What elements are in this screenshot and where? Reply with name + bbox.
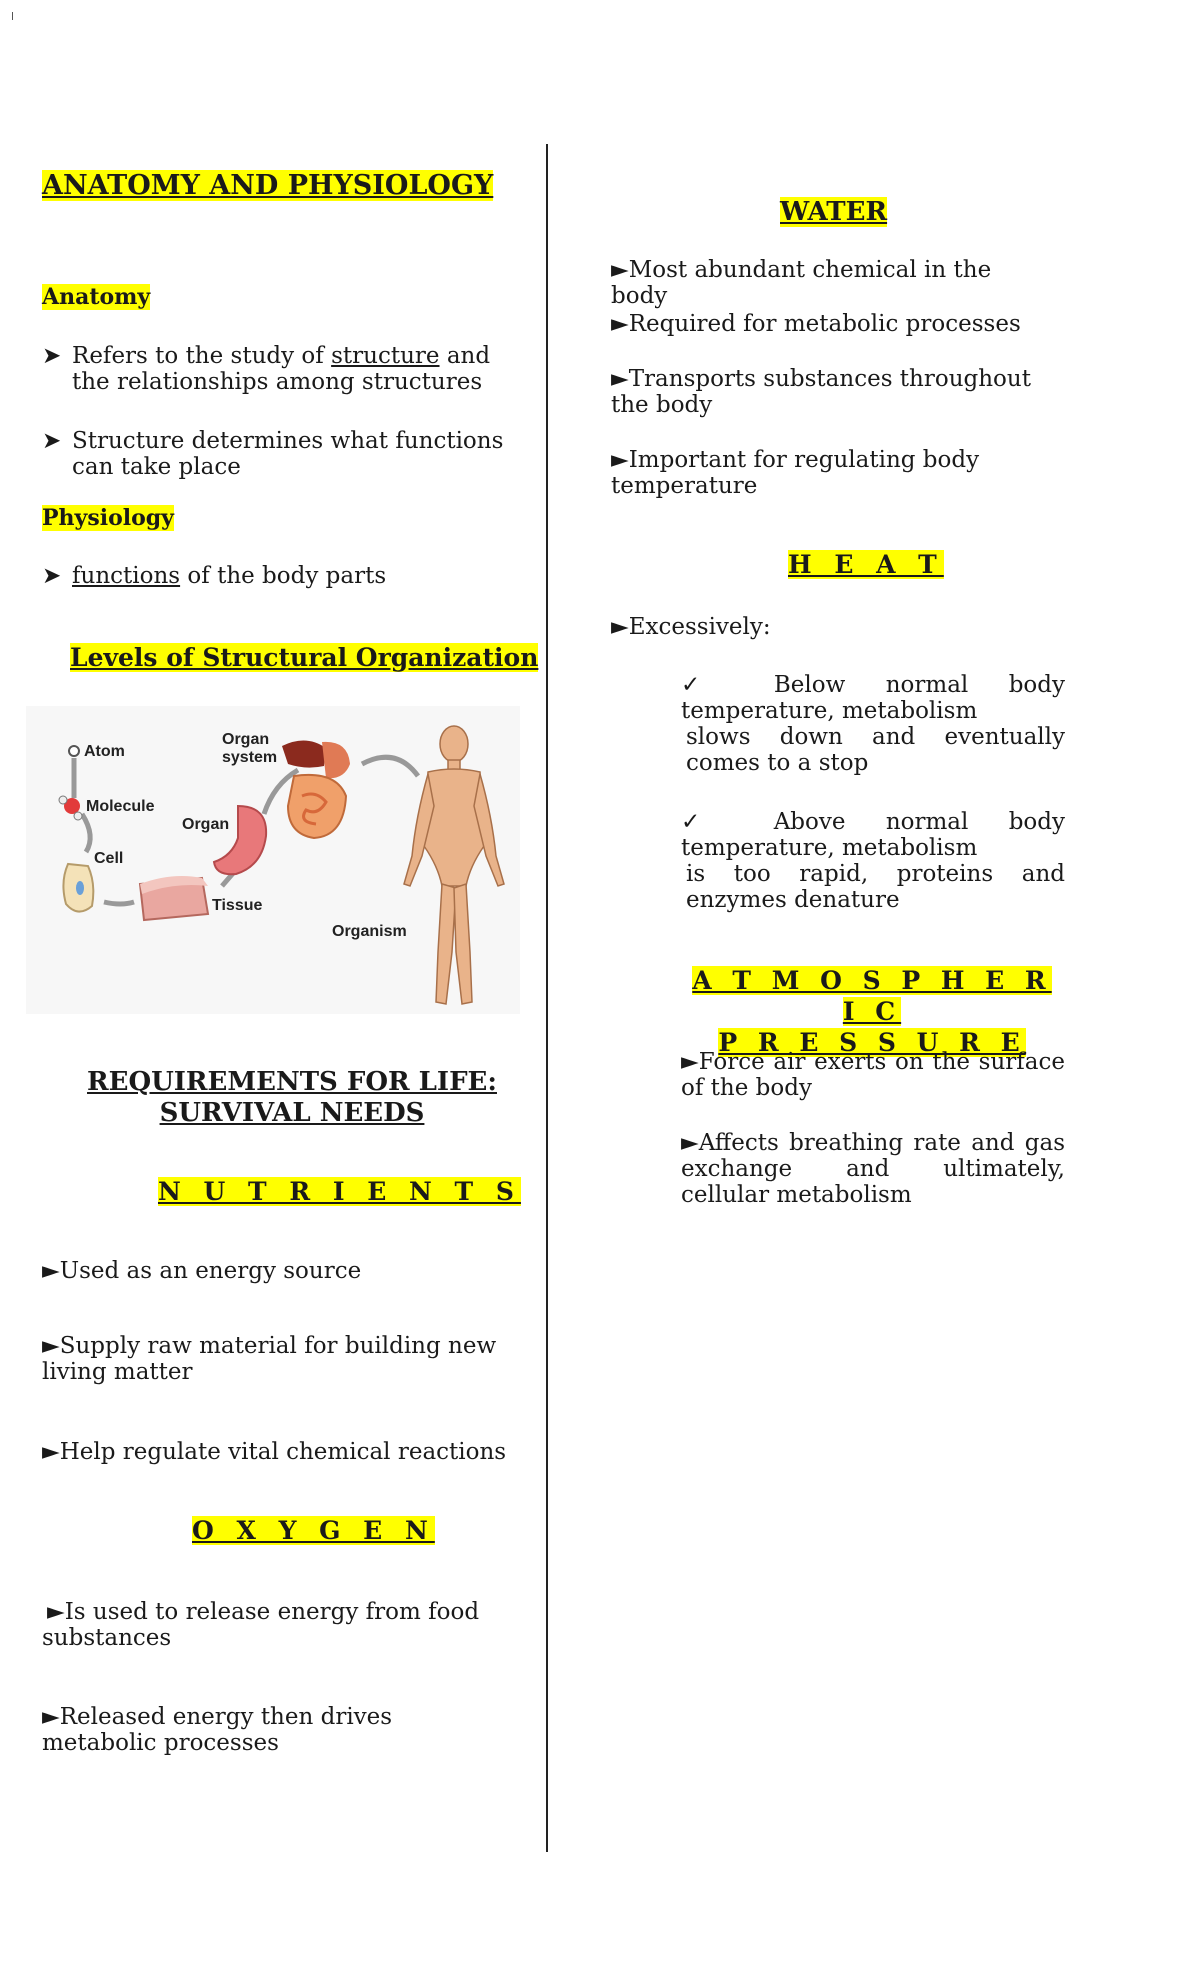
page-title: ANATOMY AND PHYSIOLOGY [42,170,494,201]
oxygen-heading: O X Y G E N [192,1516,435,1545]
triangle-icon: ► [611,311,629,337]
heat-heading: H E A T [788,550,944,579]
arrow-icon: ➤ [42,428,62,454]
tissue-icon [140,876,208,920]
check-icon: ✓ [681,672,734,698]
organ-label: Organ [182,816,230,833]
arrow-icon: ➤ [42,563,62,589]
triangle-icon: ► [611,614,629,640]
cell-icon [63,864,93,912]
water-item-4: ►Important for regulating body temperature [611,447,980,499]
triangle-icon: ► [611,366,629,392]
tissue-label: Tissue [212,897,263,914]
check-icon: ✓ [681,809,734,835]
water-heading: WATER [780,197,888,227]
requirements-heading: REQUIREMENTS FOR LIFE: SURVIVAL NEEDS [87,1067,497,1128]
atmospheric-pressure-heading: A T M O S P H E R I C P R E S S U R E [692,966,1052,1057]
anatomy-bullet-1: ➤ Refers to the study of structure and the relationships among structures [42,343,491,395]
nutrients-item-1: ►Used as an energy source [42,1258,362,1284]
triangle-icon: ► [611,447,629,473]
atmospheric-item-1: ►Force air exerts on the surface of the body [681,1049,1065,1101]
triangle-icon: ► [42,1258,60,1284]
water-item-2: ►Required for metabolic processes [611,311,1021,337]
margin-mark [12,12,13,20]
levels-heading: Levels of Structural Organization [70,643,539,672]
digestive-system-icon [282,740,350,838]
triangle-icon: ► [42,1704,60,1730]
atom-icon [69,746,79,756]
nutrients-item-2: ►Supply raw material for building new living matter [42,1333,497,1385]
triangle-icon: ► [47,1599,65,1625]
organ-system-label-1: Organ [222,731,270,748]
water-item-1: ►Most abundant chemical in the body [611,257,992,309]
physiology-heading: Physiology [42,505,174,531]
levels-diagram [26,706,520,1014]
column-divider [546,144,548,1852]
triangle-icon: ► [611,257,629,283]
triangle-icon: ► [681,1049,699,1075]
molecule-label: Molecule [86,798,155,815]
heat-intro: ►Excessively: [611,614,771,640]
atmospheric-item-2: ►Affects breathing rate and gas exchange and ultimately, cellular metabolism [681,1130,1065,1208]
triangle-icon: ► [681,1130,699,1156]
organism-label: Organism [332,923,407,940]
nutrients-item-3: ►Help regulate vital chemical reactions [42,1439,507,1465]
physiology-bullet-1: ➤ functions of the body parts [42,563,387,589]
cell-label: Cell [94,850,124,867]
organ-system-label-2: system [222,749,278,766]
anatomy-bullet-2: ➤ Structure determines what functions can take place [42,428,504,480]
nutrients-heading: N U T R I E N T S [158,1177,521,1206]
triangle-icon: ► [42,1333,60,1359]
water-item-3: ►Transports substances throughout the body [611,366,1031,418]
heat-check-2: ✓ Above normal body temperature, metabolism is too rapid, proteins and enzymes denature [681,809,1066,913]
anatomy-heading: Anatomy [42,284,151,310]
oxygen-item-2: ►Released energy then drives metabolic processes [42,1704,393,1756]
atom-label: Atom [84,743,125,760]
oxygen-item-1: ►Is used to release energy from food substances [42,1599,480,1651]
heat-check-1: ✓ Below normal body temperature, metabolism slows down and eventually comes to a stop [681,672,1065,776]
arrow-icon: ➤ [42,343,62,369]
triangle-icon: ► [42,1439,60,1465]
